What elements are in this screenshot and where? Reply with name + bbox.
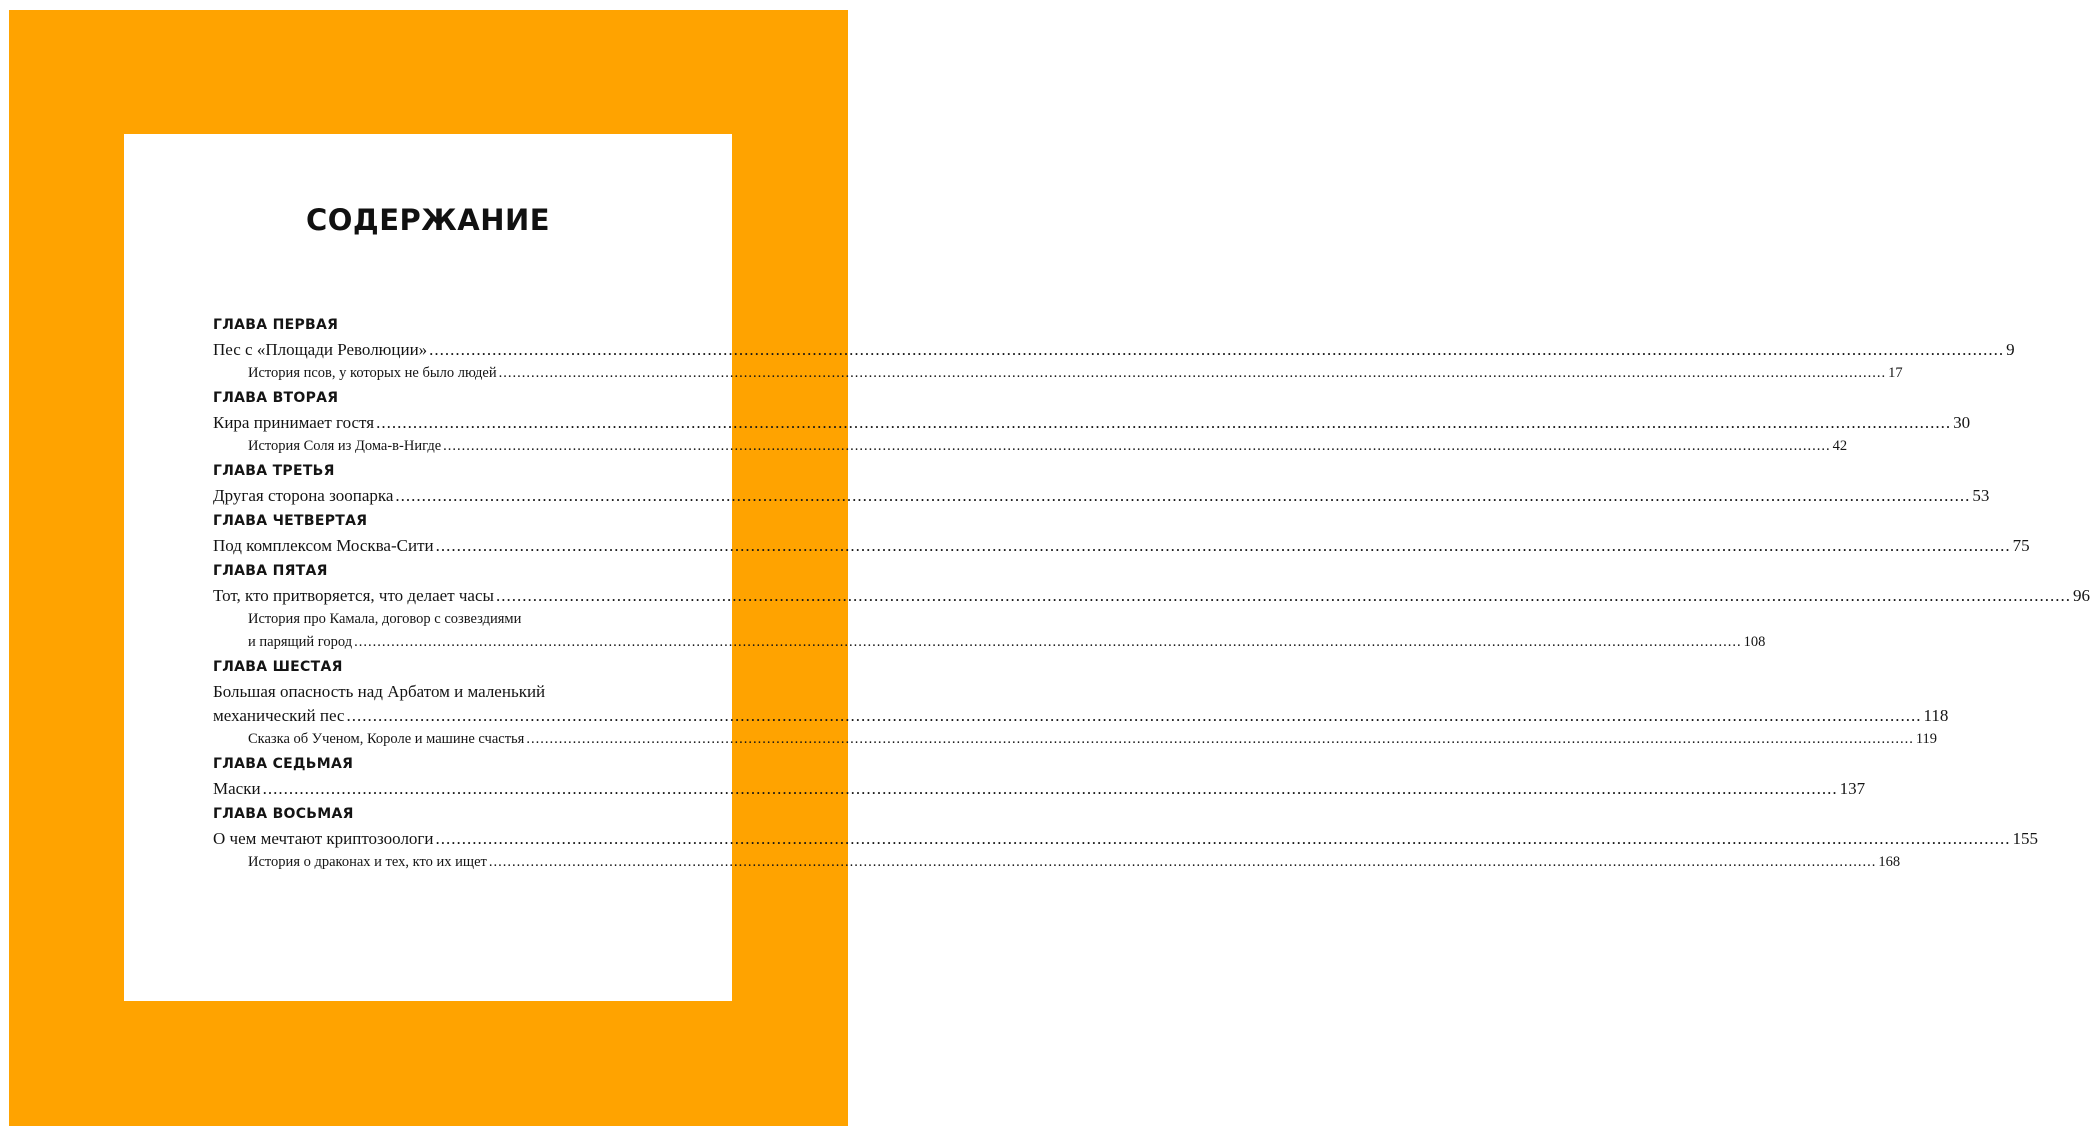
page-number: 75: [2012, 536, 2030, 555]
page-number: 42: [1832, 438, 1848, 454]
entry-title: Кира принимает гостя: [213, 413, 375, 432]
dot-leader: ............................................................................................................................................................................................................................................................................................................: [376, 413, 1952, 432]
chapter-heading: ГЛАВА ВОСЬМАЯ: [213, 806, 354, 822]
chapter-heading: ГЛАВА ВТОРАЯ: [213, 390, 339, 406]
chapter-block: [213, 801, 2039, 874]
page-number: 137: [1839, 779, 1866, 798]
entry-title: Под комплексом Москва-Сити: [213, 536, 434, 555]
dot-leader: ............................................................................................................................................................................................................................................................................................................: [354, 634, 1742, 650]
toc-entry: [213, 704, 1949, 728]
chapter-heading: ГЛАВА ТРЕТЬЯ: [213, 463, 335, 479]
dot-leader: ............................................................................................................................................................................................................................................................................................................: [429, 340, 2005, 359]
entry-title: О чем мечтают криптозоологи: [213, 829, 434, 848]
toc-entry: [213, 338, 2015, 362]
entry-title: История Соля из Дома-в-Нигде: [248, 438, 442, 454]
entry-title: и парящий город: [248, 634, 353, 650]
chapter-block: [213, 458, 1990, 508]
dot-leader: ............................................................................................................................................................................................................................................................................................................: [435, 829, 2011, 848]
subentry-title-line: История про Камала, договор с созвездиями: [248, 611, 522, 627]
page-number: 9: [2006, 340, 2015, 359]
toc-subentry: [213, 728, 1938, 751]
toc-entry: [213, 484, 1990, 508]
chapter-block: [213, 558, 2090, 654]
chapter-heading: ГЛАВА СЕДЬМАЯ: [213, 756, 354, 772]
page-number: 53: [1972, 486, 1990, 505]
chapter-block: [213, 508, 2030, 558]
toc-entry: [213, 534, 2030, 558]
entry-title: Маски: [213, 779, 261, 798]
toc-subentry: [213, 851, 1901, 874]
chapter-heading: ГЛАВА ПЯТАЯ: [213, 563, 328, 579]
dot-leader: ............................................................................................................................................................................................................................................................................................................: [262, 779, 1838, 798]
page-number: 30: [1953, 413, 1971, 432]
page-number: 17: [1888, 365, 1903, 381]
entry-title: механический пес: [213, 706, 345, 725]
entry-title: История о драконах и тех, кто их ищет: [248, 854, 487, 870]
toc-subentry: [213, 362, 1903, 385]
entry-title: Пес с «Площади Революции»: [213, 340, 428, 359]
dot-leader: ............................................................................................................................................................................................................................................................................................................: [495, 586, 2071, 605]
chapter-heading: ГЛАВА ШЕСТАЯ: [213, 659, 343, 675]
page-number: 96: [2072, 586, 2090, 605]
toc-entry: [213, 777, 1866, 801]
entry-title: Сказка об Ученом, Короле и машине счастья: [248, 731, 525, 747]
toc-entry: [213, 411, 1971, 435]
dot-leader: ............................................................................................................................................................................................................................................................................................................: [435, 536, 2011, 555]
chapter-block: [213, 385, 1971, 458]
chapter-block: [213, 654, 1949, 751]
toc-entry: [213, 584, 2090, 608]
dot-leader: ............................................................................................................................................................................................................................................................................................................: [346, 706, 1922, 725]
entry-title: Другая сторона зоопарка: [213, 486, 394, 505]
toc-entry: [213, 827, 2039, 851]
page-number: 108: [1743, 634, 1766, 650]
dot-leader: ............................................................................................................................................................................................................................................................................................................: [395, 486, 1971, 505]
dot-leader: ............................................................................................................................................................................................................................................................................................................: [488, 854, 1877, 870]
entry-title-line: Большая опасность над Арбатом и маленький: [213, 682, 546, 701]
dot-leader: ............................................................................................................................................................................................................................................................................................................: [443, 438, 1831, 454]
entry-title: История псов, у которых не было людей: [248, 365, 497, 381]
page-number: 119: [1915, 731, 1938, 747]
toc-subentry: [213, 631, 1766, 654]
chapter-heading: ГЛАВА ПЕРВАЯ: [213, 317, 339, 333]
chapter-block: [213, 312, 2015, 385]
page-number: 118: [1923, 706, 1949, 725]
toc-subentry: [213, 435, 1848, 458]
chapter-block: [213, 751, 1866, 801]
chapter-heading: ГЛАВА ЧЕТВЕРТАЯ: [213, 513, 368, 529]
table-of-contents: [213, 312, 2090, 874]
dot-leader: ............................................................................................................................................................................................................................................................................................................: [526, 731, 1914, 747]
dot-leader: ............................................................................................................................................................................................................................................................................................................: [498, 365, 1887, 381]
entry-title: Тот, кто притворяется, что делает часы: [213, 586, 494, 605]
page-title: СОДЕРЖАНИЕ: [305, 203, 551, 237]
page-number: 155: [2012, 829, 2039, 848]
page-number: 168: [1878, 854, 1901, 870]
